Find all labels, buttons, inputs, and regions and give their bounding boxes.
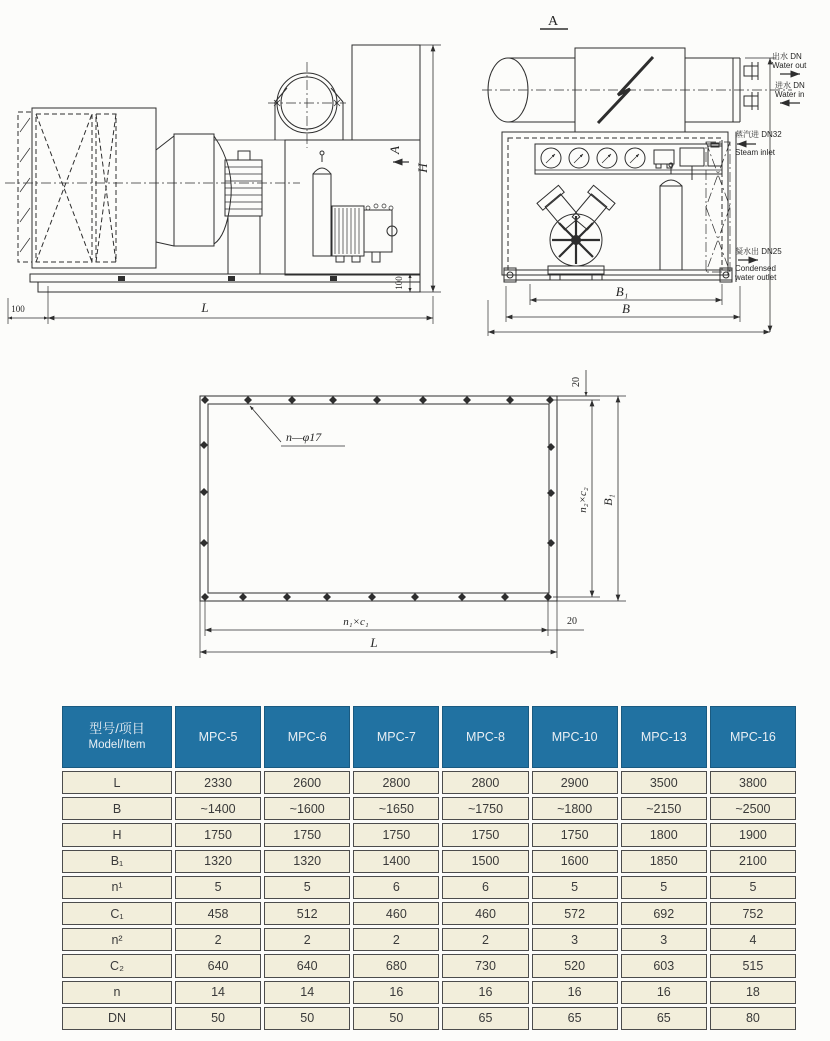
table-header-model: MPC-13 — [621, 706, 707, 768]
table-cell: 6 — [442, 876, 528, 899]
table-row-label: H — [62, 823, 172, 846]
table-cell: 3 — [621, 928, 707, 951]
table-cell: 1750 — [353, 823, 439, 846]
table-row-label: B₁ — [62, 850, 172, 873]
table-cell: 640 — [175, 954, 261, 977]
table-cell: 2 — [353, 928, 439, 951]
dim-b1-flange-label: B₁ — [601, 494, 615, 506]
table-cell: 1400 — [353, 850, 439, 873]
steam-inlet-label-en: Steam inlet — [735, 148, 776, 157]
table-cell: 1750 — [175, 823, 261, 846]
table-cell: 692 — [621, 902, 707, 925]
hole-callout-label: n—φ17 — [286, 430, 322, 444]
table-cell: 3800 — [710, 771, 796, 794]
condensed-outlet-label-en2: water outlet — [735, 273, 777, 282]
water-in-label-cn: 进水 DN — [775, 81, 805, 90]
dim-b-label: B — [622, 301, 630, 316]
view-a-title: A — [547, 14, 559, 29]
table-cell: 65 — [532, 1007, 618, 1030]
table-cell: 460 — [353, 902, 439, 925]
steam-inlet-label-cn: 蒸汽进 DN32 — [735, 130, 782, 139]
table-cell: ~1750 — [442, 797, 528, 820]
spec-table — [62, 706, 796, 1030]
table-row-label: L — [62, 771, 172, 794]
table-cell: 5 — [532, 876, 618, 899]
table-cell: 50 — [353, 1007, 439, 1030]
table-cell: 1320 — [264, 850, 350, 873]
table-cell: 65 — [621, 1007, 707, 1030]
table-cell: 520 — [532, 954, 618, 977]
table-header-model: MPC-16 — [710, 706, 796, 768]
table-cell: 680 — [353, 954, 439, 977]
table-cell: 6 — [353, 876, 439, 899]
table-cell: 5 — [621, 876, 707, 899]
dim-n2c2-label: n₂×c₂ — [577, 487, 589, 513]
table-cell: 515 — [710, 954, 796, 977]
water-out-label-cn: 出水 DN — [772, 52, 802, 61]
table-cell: 80 — [710, 1007, 796, 1030]
table-cell: 752 — [710, 902, 796, 925]
table-cell: 18 — [710, 981, 796, 1004]
table-cell: 2800 — [442, 771, 528, 794]
table-cell: ~1800 — [532, 797, 618, 820]
table-row-label: B — [62, 797, 172, 820]
dim-n1c1-label: n₁×c₁ — [343, 616, 369, 628]
table-row-label: n² — [62, 928, 172, 951]
table-cell: 1320 — [175, 850, 261, 873]
table-cell: ~2500 — [710, 797, 796, 820]
dim-b1-label: B₁ — [615, 284, 629, 299]
condensed-outlet-label-cn: 凝水出 DN25 — [735, 247, 782, 256]
dim-20-top-label: 20 — [571, 377, 582, 387]
table-cell: 50 — [175, 1007, 261, 1030]
table-cell: ~2150 — [621, 797, 707, 820]
table-cell: 1750 — [442, 823, 528, 846]
header-en-label: Model/Item — [88, 739, 146, 752]
table-header-model: MPC-5 — [175, 706, 261, 768]
table-cell: 16 — [353, 981, 439, 1004]
side-view-drawing — [5, 45, 441, 324]
table-cell: 603 — [621, 954, 707, 977]
table-cell: ~1400 — [175, 797, 261, 820]
table-cell: 2 — [442, 928, 528, 951]
table-header-model-item — [62, 706, 172, 768]
table-cell: 2600 — [264, 771, 350, 794]
table-cell: 2900 — [532, 771, 618, 794]
table-cell: 2800 — [353, 771, 439, 794]
table-cell: 2330 — [175, 771, 261, 794]
table-cell: 1600 — [532, 850, 618, 873]
view-a-arrow-label: A — [387, 146, 402, 154]
table-cell: 5 — [710, 876, 796, 899]
table-cell: 572 — [532, 902, 618, 925]
table-row-label: C₂ — [62, 954, 172, 977]
table-cell: 16 — [532, 981, 618, 1004]
table-cell: 65 — [442, 1007, 528, 1030]
table-cell: 1800 — [621, 823, 707, 846]
table-cell: 50 — [264, 1007, 350, 1030]
table-cell: 460 — [442, 902, 528, 925]
table-cell: 4 — [710, 928, 796, 951]
table-header-model: MPC-7 — [353, 706, 439, 768]
table-row-label: DN — [62, 1007, 172, 1030]
table-cell: 16 — [442, 981, 528, 1004]
table-cell: 2100 — [710, 850, 796, 873]
table-row-label: n¹ — [62, 876, 172, 899]
table-cell: ~1650 — [353, 797, 439, 820]
dim-20-bottom-label: 20 — [567, 616, 577, 627]
dim-l-label: L — [201, 300, 209, 315]
table-cell: 730 — [442, 954, 528, 977]
table-cell: 16 — [621, 981, 707, 1004]
table-cell: 1750 — [532, 823, 618, 846]
dim-100-left-label: 100 — [11, 304, 25, 314]
end-view-drawing — [482, 14, 807, 336]
table-cell: 1500 — [442, 850, 528, 873]
table-cell: 5 — [264, 876, 350, 899]
water-out-label-en: Water out — [772, 61, 807, 70]
table-cell: 2 — [175, 928, 261, 951]
flange-plate-drawing — [200, 370, 626, 658]
dim-100-base-label: 100 — [394, 276, 404, 290]
table-header-model: MPC-6 — [264, 706, 350, 768]
table-cell: 1850 — [621, 850, 707, 873]
table-cell: 3 — [532, 928, 618, 951]
dim-l-flange-label: L — [370, 635, 378, 650]
table-cell: 3500 — [621, 771, 707, 794]
table-header-model: MPC-10 — [532, 706, 618, 768]
table-header-model: MPC-8 — [442, 706, 528, 768]
table-cell: 1900 — [710, 823, 796, 846]
table-row-label: n — [62, 981, 172, 1004]
table-cell: ~1600 — [264, 797, 350, 820]
header-cn-label: 型号/项目 — [89, 721, 145, 737]
table-cell: 2 — [264, 928, 350, 951]
table-cell: 5 — [175, 876, 261, 899]
table-cell: 512 — [264, 902, 350, 925]
condensed-outlet-label-en1: Condensed — [735, 264, 776, 273]
table-row-label: C₁ — [62, 902, 172, 925]
table-cell: 458 — [175, 902, 261, 925]
table-cell: 14 — [264, 981, 350, 1004]
table-cell: 640 — [264, 954, 350, 977]
water-in-label-en: Water in — [775, 90, 805, 99]
table-cell: 1750 — [264, 823, 350, 846]
table-cell: 14 — [175, 981, 261, 1004]
dim-h-label: H — [415, 163, 430, 173]
